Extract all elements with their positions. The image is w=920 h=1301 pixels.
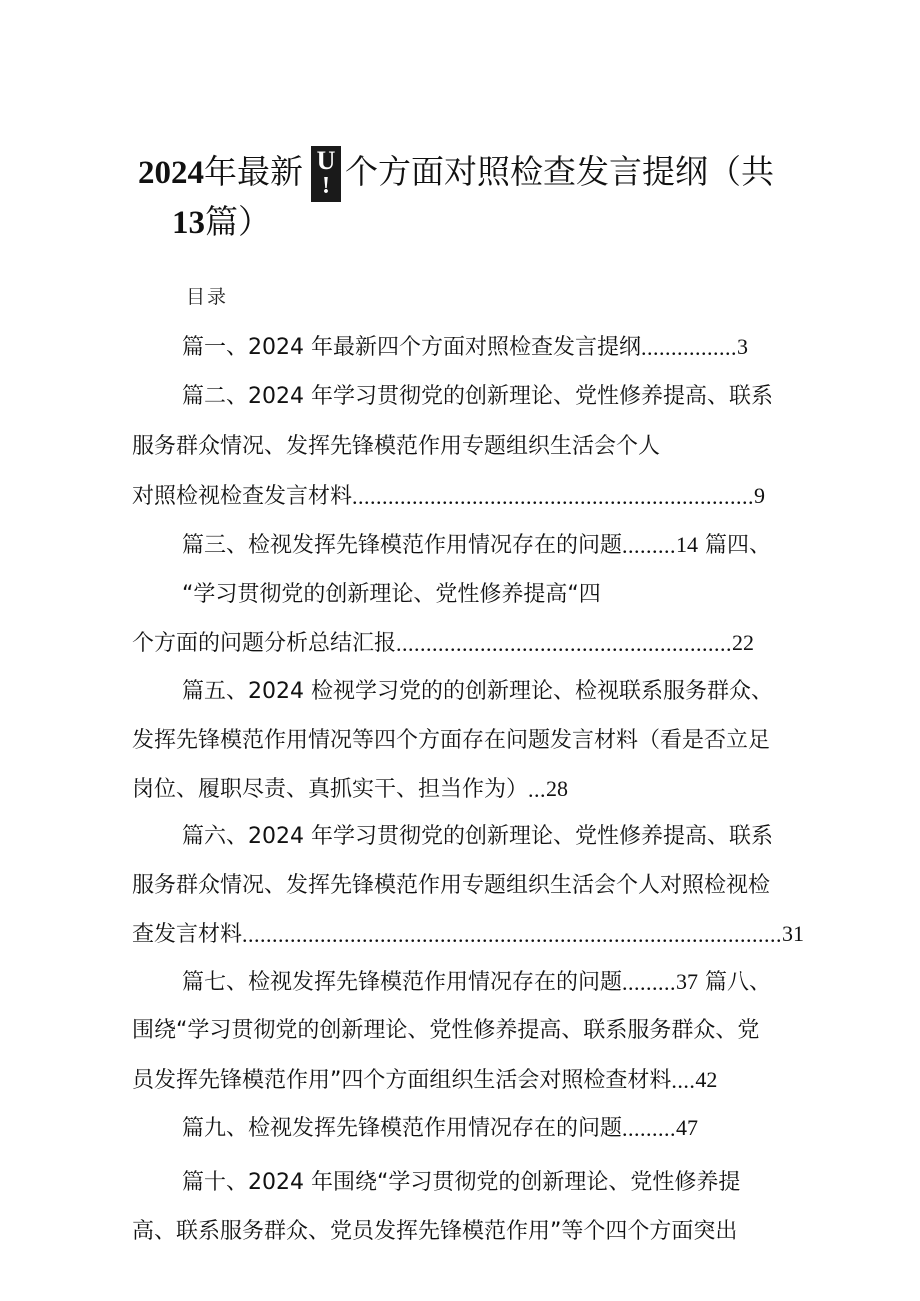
toc-entry[interactable] bbox=[182, 382, 773, 412]
title-part-a: 年最新 bbox=[204, 152, 303, 191]
toc-entry-title: 发挥先锋模范作用情况等四个方面存在问题发言材料（看是否立足 bbox=[132, 728, 771, 753]
toc-entry-continuation: 篇四、 bbox=[698, 533, 772, 558]
title-part-c: 篇） bbox=[205, 202, 271, 241]
toc-entry-title: 岗位、履职尽责、真抓实干、担当作为） bbox=[132, 777, 529, 802]
toc-entry[interactable] bbox=[182, 677, 773, 707]
toc-dot-leader: ......... bbox=[622, 533, 677, 558]
toc-page-number: 3 bbox=[736, 334, 748, 359]
toc-entry-title: 查发言材料 bbox=[132, 922, 243, 947]
toc-dot-leader: ......... bbox=[622, 1116, 677, 1141]
toc-entry-title: 员发挥先锋模范作用”四个方面组织生活会对照检查材料 bbox=[132, 1068, 672, 1093]
toc-entry-title: 篇五、2024 检视学习党的的创新理论、检视联系服务群众、 bbox=[182, 679, 773, 704]
toc-page-number: 31 bbox=[782, 921, 805, 946]
toc-page-number: 22 bbox=[732, 630, 755, 655]
toc-entry-title: 篇一、2024 年最新四个方面对照检查发言提纲 bbox=[182, 335, 641, 360]
toc-entry[interactable] bbox=[132, 1016, 759, 1046]
toc-entry[interactable] bbox=[132, 919, 804, 950]
toc-dot-leader: .... bbox=[671, 1068, 696, 1093]
toc-entry[interactable] bbox=[182, 822, 773, 852]
toc-entry[interactable] bbox=[182, 530, 771, 561]
toc-entry[interactable] bbox=[182, 332, 748, 363]
toc-entry-title: 围绕“学习贯彻党的创新理论、党性修养提高、联系服务群众、党 bbox=[132, 1018, 760, 1043]
toc-dot-leader: .......................................................................................... bbox=[242, 922, 783, 947]
toc-entry[interactable] bbox=[132, 481, 765, 512]
toc-entry[interactable] bbox=[132, 726, 770, 756]
toc-entry-title: “学习贯彻党的创新理论、党性修养提高“四 bbox=[182, 582, 601, 607]
toc-dot-leader: ................ bbox=[640, 335, 737, 360]
toc-entry-title: 高、联系服务群众、党员发挥先锋模范作用”等个四个方面突出 bbox=[132, 1219, 738, 1244]
toc-entry[interactable] bbox=[182, 1113, 698, 1144]
toc-dot-leader: ................................................................... bbox=[352, 484, 755, 509]
toc-dot-leader: ........................................................ bbox=[396, 631, 733, 656]
toc-entry[interactable] bbox=[132, 1065, 717, 1096]
toc-entry-title: 个方面的问题分析总结汇报 bbox=[132, 631, 397, 656]
toc-entry-title: 服务群众情况、发挥先锋模范作用专题组织生活会个人 bbox=[132, 434, 661, 459]
toc-entry[interactable] bbox=[182, 580, 601, 610]
toc-dot-leader: ......... bbox=[622, 970, 677, 995]
toc-entry[interactable] bbox=[182, 1168, 740, 1198]
toc-entry-title: 篇六、2024 年学习贯彻党的创新理论、党性修养提高、联系 bbox=[182, 824, 773, 849]
toc-dot-leader: ... bbox=[528, 777, 547, 802]
toc-entry-title: 对照检视检查发言材料 bbox=[132, 484, 353, 509]
document-title-line-2 bbox=[172, 202, 271, 243]
toc-page-number: 37 bbox=[676, 969, 699, 994]
badge-top-char: U bbox=[316, 146, 336, 175]
title-year: 2024 bbox=[138, 155, 204, 191]
toc-entry-title: 篇十、2024 年围绕“学习贯彻党的创新理论、党性修养提 bbox=[182, 1170, 741, 1195]
toc-entry-title: 服务群众情况、发挥先锋模范作用专题组织生活会个人对照检视检 bbox=[132, 873, 771, 898]
title-part-b: 个方面对照检查发言提纲（共 bbox=[345, 152, 774, 191]
toc-entry[interactable] bbox=[132, 871, 770, 901]
toc-entry[interactable] bbox=[132, 1217, 737, 1247]
toc-entry[interactable] bbox=[132, 432, 660, 462]
badge-bottom-char: ! bbox=[322, 173, 330, 199]
document-title-line-1 bbox=[138, 146, 774, 202]
toc-entry[interactable] bbox=[132, 628, 754, 659]
toc-entry[interactable] bbox=[182, 967, 771, 998]
toc-entry-continuation: 篇八、 bbox=[698, 970, 772, 995]
title-badge-stamp bbox=[311, 146, 341, 202]
toc-entry-title: 篇三、检视发挥先锋模范作用情况存在的问题 bbox=[182, 533, 623, 558]
toc-entry-title: 篇九、检视发挥先锋模范作用情况存在的问题 bbox=[182, 1116, 623, 1141]
toc-page-number: 47 bbox=[676, 1115, 699, 1140]
toc-entry[interactable] bbox=[132, 774, 568, 805]
title-count: 13 bbox=[172, 205, 205, 241]
toc-page-number: 42 bbox=[695, 1067, 718, 1092]
toc-page-number: 14 bbox=[676, 532, 699, 557]
toc-page-number: 9 bbox=[754, 483, 766, 508]
toc-entry-title: 篇二、2024 年学习贯彻党的创新理论、党性修养提高、联系 bbox=[182, 384, 773, 409]
toc-page-number: 28 bbox=[546, 776, 569, 801]
toc-entry-title: 篇七、检视发挥先锋模范作用情况存在的问题 bbox=[182, 970, 623, 995]
toc-heading: 目录 bbox=[186, 286, 229, 308]
